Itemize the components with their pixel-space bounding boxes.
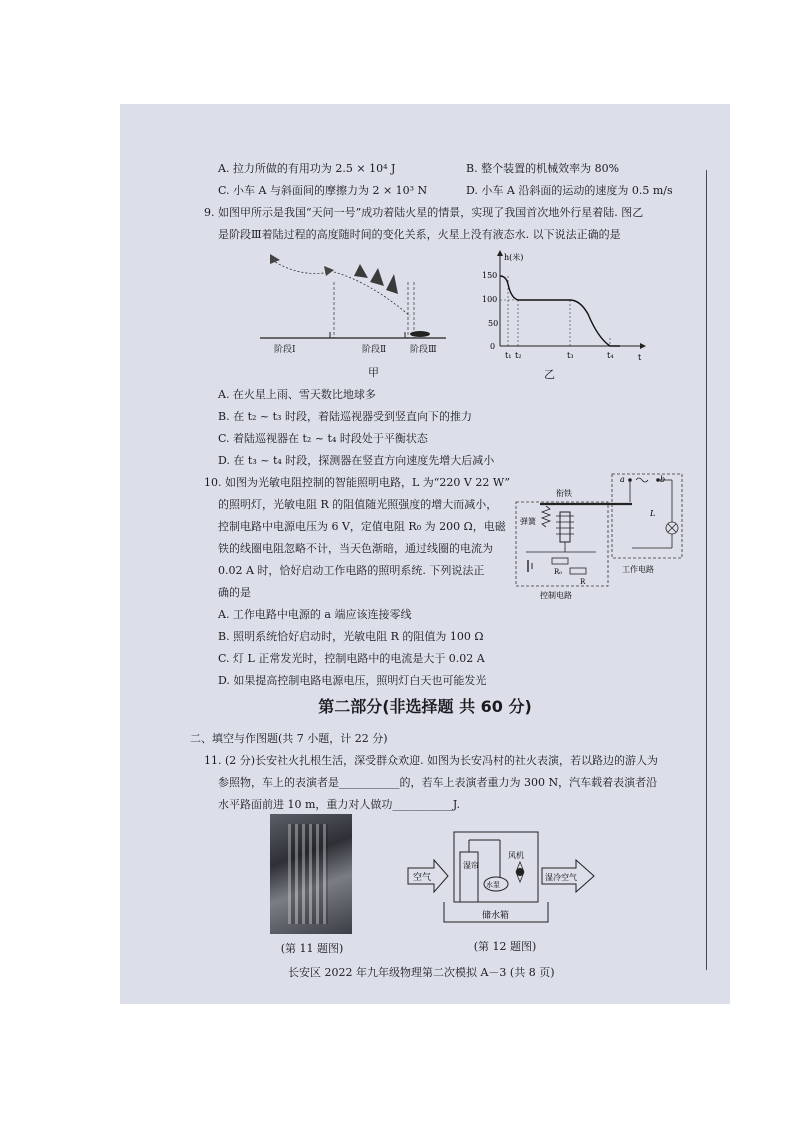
r0-resistor bbox=[552, 558, 568, 564]
q10-stem-4: 铁的线圈电阻忽略不计，当天色渐暗，通过线圈的电流为 bbox=[218, 542, 493, 555]
q9-stem-2: 是阶段Ⅲ着陆过程的高度随时间的变化关系，火星上没有液态水. 以下说法正确的是 bbox=[218, 228, 621, 241]
work-circuit-box bbox=[612, 474, 682, 558]
q10-option-a: A. 工作电路中电源的 a 端应该连接零线 bbox=[218, 608, 412, 621]
stage-3-label: 阶段Ⅲ bbox=[410, 345, 437, 355]
control-circuit-label: 控制电路 bbox=[540, 591, 572, 600]
q9-stem-1: 9. 如图甲所示是我国“天问一号”成功着陆火星的情景，实现了我国首次地外行星着陆. 图乙 bbox=[204, 206, 644, 219]
stage-2-label: 阶段Ⅱ bbox=[362, 345, 387, 355]
q10-stem-6: 确的是 bbox=[218, 586, 251, 599]
curtain-label-1: 湿帘 bbox=[463, 861, 479, 870]
cool-air-label: 湿冷空气 bbox=[545, 873, 577, 882]
q10-option-c: C. 灯 L 正常发光时，控制电路中的电流是大于 0.02 A bbox=[218, 652, 485, 665]
exam-page bbox=[120, 104, 730, 1004]
y-tick-150: 150 bbox=[482, 271, 498, 280]
figure-jia bbox=[260, 242, 460, 362]
page-footer: 长安区 2022 年九年级物理第二次模拟 A－3 (共 8 页) bbox=[288, 966, 555, 979]
armature-label: 衔铁 bbox=[556, 489, 572, 498]
q11-line-2: 参照物，车上的表演者是___________的，若车上表演者重力为 300 N，汽车载着表演者沿 bbox=[218, 776, 658, 789]
stage-1-label: 阶段Ⅰ bbox=[274, 345, 296, 355]
q9-option-b: B. 在 t₂ ~ t₃ 时段，着陆巡视器受到竖直向下的推力 bbox=[218, 410, 472, 423]
q9-option-a: A. 在火星上雨、雪天数比地球多 bbox=[218, 388, 376, 401]
q11-line-1: 11. (2 分)长安社火扎根生活，深受群众欢迎. 如图为长安冯村的社火表演，若以路边的游人为 bbox=[204, 754, 659, 767]
q10-stem-2: 的照明灯，光敏电阻 R 的阻值随光照强度的增大而减小， bbox=[218, 498, 498, 511]
figure-11-caption: (第 11 题图) bbox=[280, 942, 344, 955]
q9-option-c: C. 着陆巡视器在 t₂ ~ t₄ 时段处于平衡状态 bbox=[218, 432, 428, 445]
terminal-a-label: a bbox=[620, 475, 625, 484]
photoresistor bbox=[570, 568, 586, 574]
q11-photo bbox=[270, 814, 352, 934]
y-tick-0: 0 bbox=[490, 342, 496, 351]
q11-line-3: 水平路面前进 10 m，重力对人做功___________J. bbox=[218, 798, 460, 811]
lamp-label: L bbox=[650, 509, 656, 518]
air-label: 空气 bbox=[413, 873, 432, 883]
tank-label: 储水箱 bbox=[482, 911, 510, 921]
q8-option-d: D. 小车 A 沿斜面的运动的速度为 0.5 m/s bbox=[466, 184, 673, 197]
r-label: R bbox=[580, 578, 586, 586]
figure-yi-caption: 乙 bbox=[544, 368, 555, 381]
margin-line bbox=[706, 170, 707, 970]
q9-option-d: D. 在 t₃ ~ t₄ 时段，探测器在竖直方向速度先增大后减小 bbox=[218, 454, 495, 467]
figure-yi-graph bbox=[480, 248, 650, 368]
spring-label: 弹簧 bbox=[520, 517, 536, 526]
x-tick-t1: t₁ bbox=[505, 351, 512, 360]
figure-12-caption: (第 12 题图) bbox=[473, 940, 537, 953]
work-circuit-label: 工作电路 bbox=[622, 565, 654, 574]
x-axis-label: t bbox=[638, 353, 642, 362]
x-tick-t2: t₂ bbox=[515, 351, 522, 360]
figure-12-diagram bbox=[404, 822, 604, 934]
q8-option-c: C. 小车 A 与斜面间的摩擦力为 2 × 10³ N bbox=[218, 184, 428, 197]
terminal-b-label: b bbox=[660, 475, 666, 484]
height-curve bbox=[500, 276, 620, 346]
part-two-title: 第二部分(非选择题 共 60 分) bbox=[318, 697, 532, 716]
figure-jia-caption: 甲 bbox=[368, 366, 379, 379]
y-axis-label: h(米) bbox=[504, 253, 524, 262]
fan-label: 风机 bbox=[508, 851, 524, 860]
q8-option-a: A. 拉力所做的有用功为 2.5 × 10⁴ J bbox=[218, 162, 396, 175]
q10-option-b: B. 照明系统恰好启动时，光敏电阻 R 的阻值为 100 Ω bbox=[218, 630, 484, 643]
wet-curtain bbox=[460, 852, 478, 902]
spring-shape bbox=[542, 506, 550, 527]
y-tick-50: 50 bbox=[488, 319, 499, 328]
section-two-heading: 二、填空与作图题(共 7 小题，计 22 分) bbox=[190, 732, 388, 745]
q10-stem-1: 10. 如图为光敏电阻控制的智能照明电路，L 为“220 V 22 W” bbox=[204, 476, 510, 489]
q10-circuit-figure bbox=[512, 472, 688, 612]
r0-label: R₀ bbox=[554, 568, 563, 576]
q10-stem-5: 0.02 A 时，恰好启动工作电路的照明系统. 下列说法正 bbox=[218, 564, 485, 577]
q10-option-d: D. 如果提高控制电路电源电压，照明灯白天也可能发光 bbox=[218, 674, 487, 687]
y-tick-100: 100 bbox=[482, 295, 498, 304]
pump-label: 水泵 bbox=[486, 881, 500, 889]
q10-stem-3: 控制电路中电源电压为 6 V，定值电阻 R₀ 为 200 Ω，电磁 bbox=[218, 520, 506, 533]
x-tick-t4: t₄ bbox=[607, 351, 614, 360]
x-tick-t3: t₃ bbox=[567, 351, 574, 360]
electromagnet-core bbox=[560, 512, 570, 542]
probe-shape bbox=[270, 254, 280, 264]
q8-option-b: B. 整个装置的机械效率为 80% bbox=[466, 162, 620, 175]
